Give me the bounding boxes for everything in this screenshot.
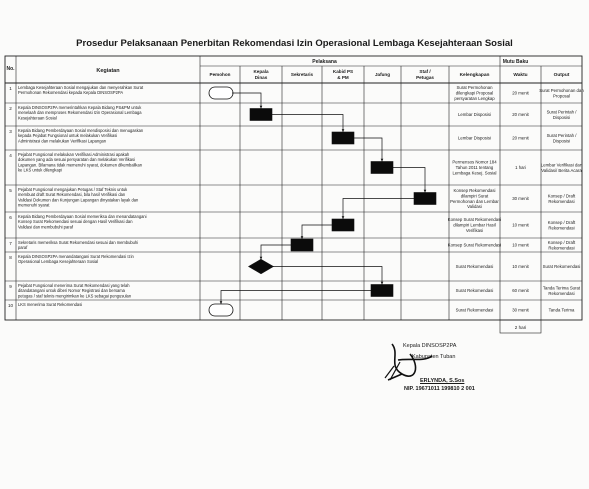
arrowhead	[220, 301, 223, 304]
row-waktu: 30 menit	[512, 307, 529, 313]
row-waktu: 20 menit	[512, 112, 529, 118]
row-output: Konsep / Draft	[547, 239, 576, 245]
signature-name: ERLYNDA, S.Sos	[420, 378, 465, 384]
row-waktu: 1 hari	[515, 165, 526, 171]
row-waktu: 60 menit	[512, 288, 529, 294]
row-kelengkapan: Verifikasi	[465, 227, 484, 233]
header-mutu-baku: Mutu Baku	[502, 59, 529, 65]
row-output: Konsep / Draft	[547, 219, 576, 225]
total-waktu: 2 hari	[514, 325, 527, 330]
row-kegiatan: Pejabat Fungsional mengajukan Petugas / Staf Teknis untuk	[18, 187, 128, 192]
flow-process	[291, 239, 313, 251]
row-kelengkapan: Validasi	[467, 204, 482, 210]
row-kelengkapan: dilampiri Lembar Hasil	[453, 222, 496, 228]
row-kegiatan: Kesejahteraan Sosial	[18, 115, 57, 121]
handwritten-signature-stamp	[380, 336, 440, 386]
row-output: Rekomendasi	[548, 198, 575, 204]
header-actor: Kabid PS	[332, 69, 354, 74]
flow-connector	[302, 225, 332, 239]
header-kelengkapan: Kelengkapan	[459, 73, 490, 78]
row-kelengkapan: Konsep Surat Rekomendasi	[447, 242, 502, 248]
flow-connector	[393, 168, 425, 193]
row-kegiatan: Kepala DINSOSP2PA menandatangani Surat Rekomendasi Izin	[18, 254, 134, 259]
row-no: 3	[9, 129, 12, 134]
row-waktu: 20 menit	[512, 90, 529, 96]
row-no: 5	[9, 188, 12, 193]
row-waktu: 10 menit	[512, 264, 529, 270]
row-no: 4	[9, 153, 12, 158]
row-kegiatan: menelaah dan memproses Rekomendasi Izin Operasional Lembaga	[18, 110, 142, 116]
header-actor: Kepala	[253, 69, 269, 74]
row-no: 7	[9, 241, 12, 246]
row-kegiatan: Operasional Lembaga Kesejahteraan Sosial	[18, 259, 99, 265]
arrowhead	[260, 257, 263, 260]
flow-decision	[249, 260, 273, 274]
row-no: 1	[9, 86, 12, 91]
row-kelengkapan: Surat Rekomendasi	[455, 288, 494, 294]
flow-connector	[272, 267, 382, 285]
row-output: Rekomendasi	[548, 225, 575, 231]
header-actor: Pemohon	[209, 72, 231, 77]
row-kegiatan: Administrasi dan melakukan Verifikasi Lapangan	[18, 138, 107, 144]
arrowhead	[381, 282, 384, 285]
row-kelengkapan: Konsep Rekomendasi	[453, 188, 496, 194]
row-output: Rekomendasi	[548, 245, 575, 251]
row-kegiatan: Lapangan. Bilamana tidak memenuhi syarat, dokumen dikembalikan	[18, 162, 143, 168]
header-actor: Dinas	[254, 75, 268, 80]
signature-position: Kepala DINSOSP2PA	[403, 343, 457, 349]
row-kegiatan: Lembaga Kesejahteraan Sosial mengajukan dan menyerahkan Surat	[18, 85, 144, 90]
row-kegiatan: petugas / staf teknis mengirimkan ke LKS sebagai pengusulan	[18, 293, 132, 299]
row-kelengkapan: persyaratan Lengkap	[454, 95, 495, 101]
flow-process	[332, 219, 354, 231]
row-no: 10	[7, 303, 14, 308]
row-kegiatan: Pejabat Fungsional menerima Surat Rekomendasi yang telah	[18, 283, 130, 288]
row-kelengkapan: Surat Rekomendasi	[455, 307, 494, 313]
flow-connector	[221, 291, 371, 305]
row-kegiatan: Kepala DINSOSP2PA memerintahkan Kepala Bidang PS&PM untuk	[18, 105, 142, 110]
header-kegiatan: Kegiatan	[96, 68, 120, 74]
row-kegiatan: Konsep Surat Rekomendasi sesuai dengan Hasil Verifikasi dan	[18, 219, 133, 225]
row-output: Rekomendasi	[548, 290, 575, 296]
flow-connector	[343, 199, 414, 220]
row-kelengkapan: Lembar Disposisi	[458, 112, 491, 118]
row-output: Validasi/ Berita Acara	[541, 167, 582, 173]
row-kelengkapan: Surat Rekomendasi	[455, 264, 494, 270]
row-no: 8	[9, 255, 12, 260]
row-kelengkapan: Lembar Disposisi	[458, 135, 491, 141]
row-output: Disposisi	[552, 138, 571, 144]
flow-process	[250, 109, 272, 121]
row-kegiatan: Sekretaris memeriksa Surat Rekomendasi sesuai dan membubuhi	[18, 240, 139, 245]
row-kegiatan: Kepala Bidang Pemberdayaan Sosial mendisposisi dan menugaskan	[18, 128, 144, 133]
signature-region: Kabupaten Tuban	[412, 354, 456, 360]
header-actor: Sekretaris	[290, 72, 314, 77]
document-title: Prosedur Pelaksanaan Penerbitan Rekomendasi Izin Operasional Lembaga Kesejahteraan Sosial	[76, 38, 513, 49]
row-kegiatan: ke LKS untuk dilengkapi	[18, 167, 62, 173]
row-kelengkapan: dilampiri Surat	[460, 193, 489, 199]
row-no: 6	[9, 215, 12, 220]
arrowhead	[424, 190, 427, 193]
row-output: Konsep / Draft	[547, 193, 576, 199]
row-waktu: 30 menit	[512, 196, 529, 202]
arrowhead	[342, 129, 345, 132]
row-output: Tanda Terima Surat	[542, 285, 581, 291]
header-no: No.	[6, 66, 15, 72]
row-kelengkapan: Permensos Nomor 184	[452, 159, 497, 165]
flow-terminator	[209, 87, 233, 99]
row-kelengkapan: dilengkapi Proposal	[455, 90, 494, 96]
row-output: Surat Permohonan dan	[539, 87, 584, 93]
flow-connector	[272, 115, 343, 133]
header-actor: Petugas	[416, 75, 434, 80]
row-output: Disposisi	[552, 114, 571, 120]
row-output: Lembar Verifikasi dan	[540, 162, 583, 168]
row-kegiatan: paraf	[18, 245, 28, 251]
header-waktu: Waktu	[513, 73, 528, 78]
flow-process	[414, 193, 436, 205]
row-kegiatan: Pejabat Fungsional melakukan Verifikasi Administrasi apakah	[18, 152, 130, 157]
row-kegiatan: membuat draft Surat Rekomendasi, bila hasil Verifikasi dan	[18, 192, 126, 198]
header-output: Output	[553, 73, 570, 78]
arrowhead	[342, 216, 345, 219]
row-kegiatan: dokumen yang ada sesuai persyaratan dan melakukan Verifikasi	[18, 157, 135, 163]
row-no: 2	[9, 106, 12, 111]
signature-nip: NIP. 19671011 199810 2 001	[404, 386, 475, 392]
row-output: Surat Perintah /	[546, 132, 577, 138]
arrowhead	[381, 159, 384, 162]
header-actor: & PM	[337, 75, 349, 80]
row-no: 9	[9, 284, 12, 289]
flow-process	[371, 162, 393, 174]
row-kelengkapan: Lembaga Kesej. Sosial	[452, 170, 497, 176]
row-kegiatan: Validasi Dokumen dan Kunjungan Lapangan dinyatakan layak dan	[18, 197, 139, 203]
header-pelaksana: Pelaksana	[312, 59, 337, 65]
header-actor: Staf /	[419, 69, 431, 74]
flow-process	[371, 285, 393, 297]
row-kegiatan: Permohonan Rekomendasi kepada Kepala DINSOSP2PA	[18, 90, 124, 96]
row-kegiatan: LKS menerima Surat Rekomendasi	[18, 302, 83, 307]
row-output: Proposal	[553, 93, 570, 99]
row-kegiatan: kepada Pejabat Fungsional untuk melakukan Verifikasi	[18, 133, 118, 139]
row-kelengkapan: Permohonan dan Lembar	[450, 198, 499, 204]
flow-process	[332, 132, 354, 144]
row-waktu: 10 menit	[512, 242, 529, 248]
row-output: Surat Perintah /	[546, 109, 577, 115]
header-actor: Jafung	[374, 72, 391, 77]
row-kegiatan: Validasi dan membubuhi paraf	[18, 224, 73, 230]
flow-terminator	[209, 304, 233, 316]
row-kelengkapan: Tahun 2011 tentang	[455, 165, 494, 171]
row-output: Surat Rekomendasi	[542, 264, 581, 270]
row-output: Tanda Terima	[548, 307, 575, 313]
row-kelengkapan: Konsep Surat Rekomendasi	[447, 217, 502, 223]
arrowhead	[260, 106, 263, 109]
row-kegiatan: memenuhi syarat	[18, 202, 50, 208]
flow-connector	[232, 93, 261, 109]
row-waktu: 10 menit	[512, 222, 529, 228]
row-kegiatan: ditandatangani untuk diberi Nomor Registrasi dan bersama	[18, 288, 125, 294]
row-kegiatan: Kepala Bidang Pemberdayaan Sosial memeriksa dan menandatangani	[18, 214, 147, 219]
row-kelengkapan: Surat Permohonan	[456, 85, 493, 91]
arrowhead	[301, 236, 304, 239]
row-waktu: 20 menit	[512, 135, 529, 141]
